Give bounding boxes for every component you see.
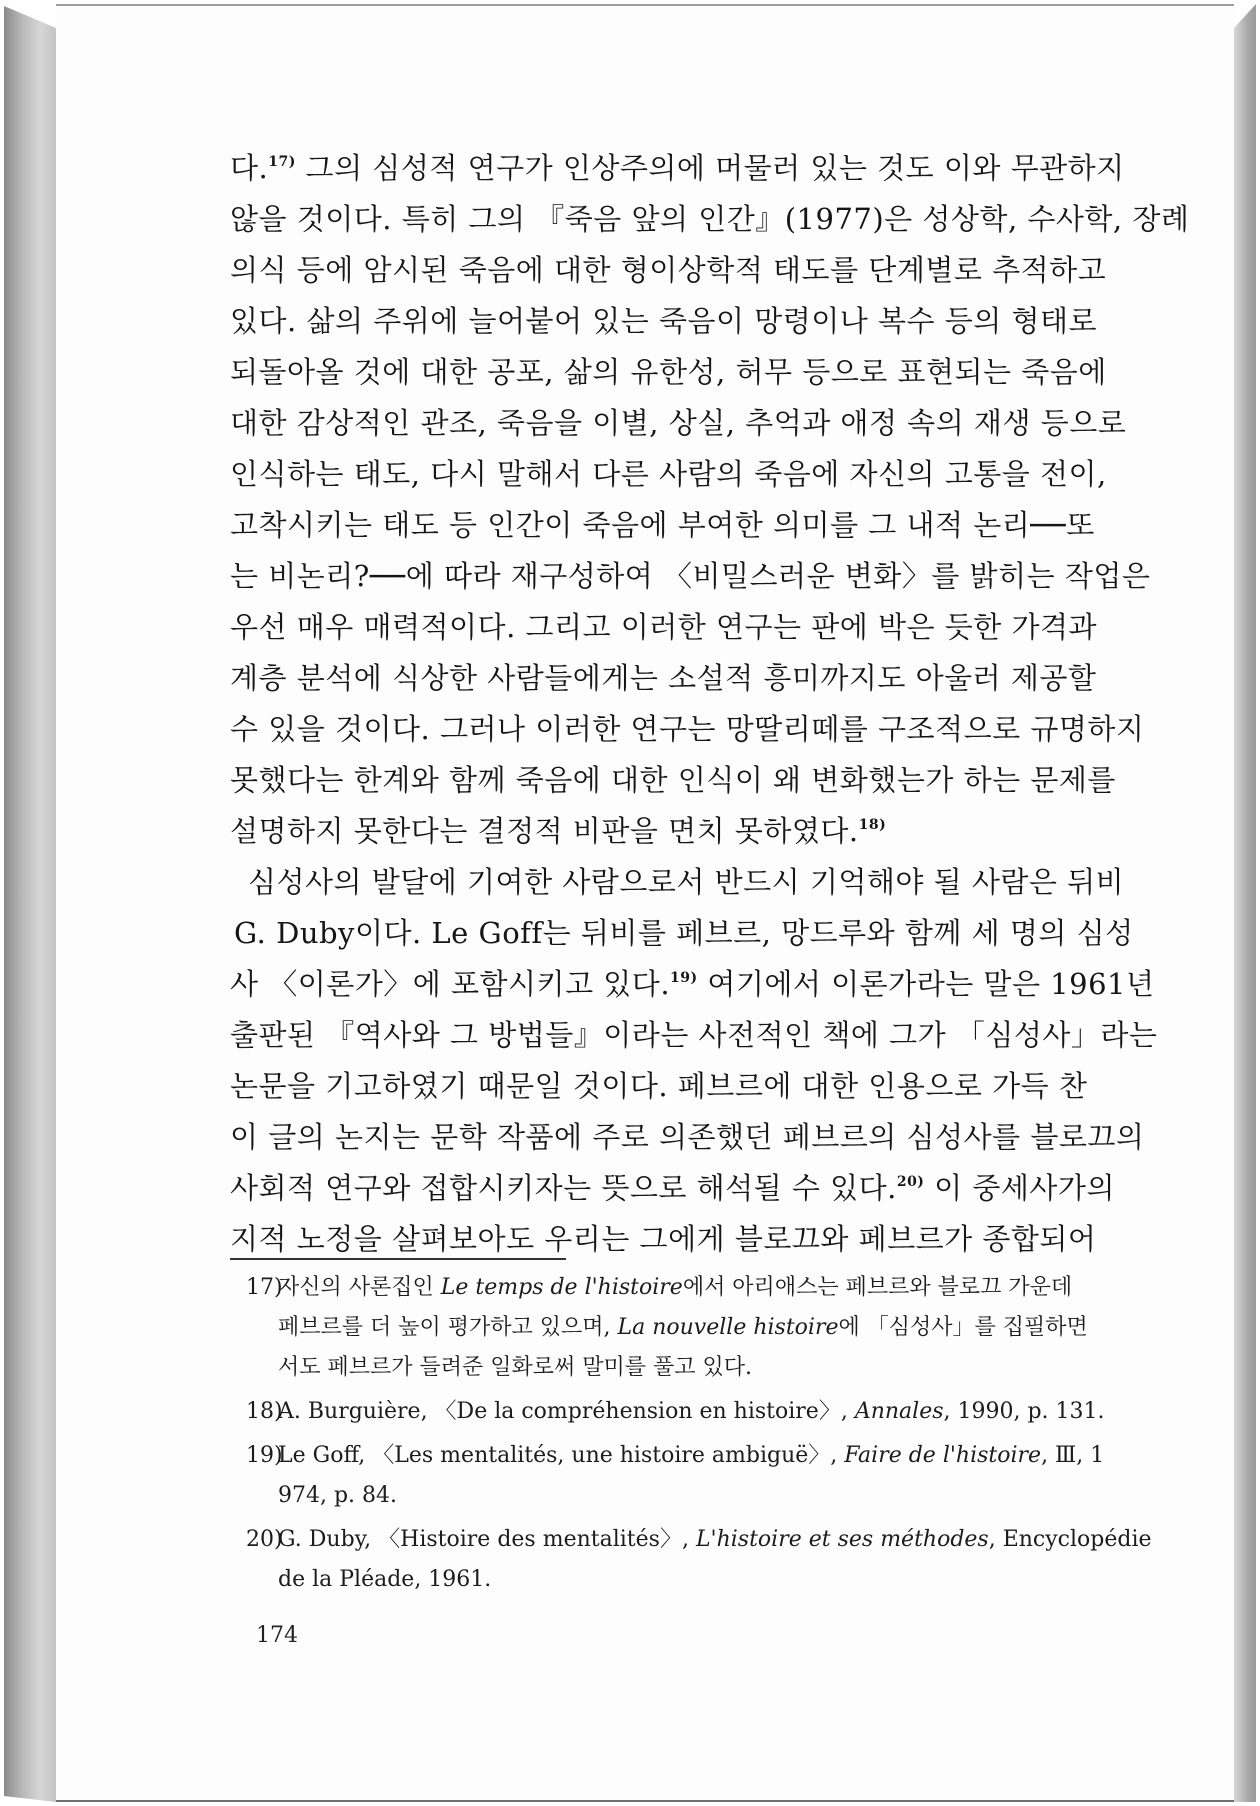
footnote-text: Le Goff, 〈Les mentalités, une histoire ambiguë〉, — [278, 1443, 845, 1468]
footnote-number: 18) — [246, 1399, 283, 1424]
footnote-separator — [230, 1258, 566, 1260]
body-line — [230, 959, 1155, 1010]
body-line: 심성사의 발달에 기여한 사람으로서 반드시 기억해야 될 사람은 뒤비 — [248, 865, 1125, 899]
footnote-line — [246, 1476, 1082, 1516]
body-line: 대한 감상적인 관조, 죽음을 이별, 상실, 추억과 애정 속의 재생 등으로 — [230, 406, 1127, 440]
footnote-line — [246, 1392, 1105, 1432]
body-line: 고착시키는 태도 등 인간이 죽음에 부여한 의미를 그 내적 논리──또 — [230, 508, 1095, 542]
body-line: 않을 것이다. 특히 그의 『죽음 앞의 인간』(1977)은 성상학, 수사학, 장례 — [230, 202, 1190, 236]
footnote-reference[interactable]: 20) — [896, 1174, 925, 1190]
body-text-segment: 이 중세사가의 — [924, 1171, 1115, 1205]
footnote-italic-title: Le temps de l'histoire — [440, 1275, 683, 1300]
footnote-line — [246, 1268, 1082, 1308]
body-line: 논문을 기고하였기 때문일 것이다. 페브르에 대한 인용으로 가득 찬 — [230, 1069, 1088, 1103]
page-number: 174 — [256, 1623, 298, 1648]
body-text-segment: 그의 심성적 연구가 인상주의에 머물러 있는 것도 이와 무관하지 — [295, 151, 1125, 185]
body-line — [230, 143, 1125, 194]
body-line: 의식 등에 암시된 죽음에 대한 형이상학적 태도를 단계별로 추적하고 — [230, 253, 1107, 287]
footnote-text: 페브르를 더 높이 평가하고 있으며, — [278, 1315, 618, 1340]
body-line: G. Duby이다. Le Goff는 뒤비를 페브르, 망드루와 함께 세 명의 심성 — [234, 916, 1134, 950]
body-text-segment: 사 〈이론가〉에 포함시키고 있다. — [230, 967, 671, 1001]
footnote-text: G. Duby, 〈Histoire des mentalités〉, — [278, 1527, 696, 1552]
body-text-segment: 다. — [230, 151, 269, 185]
footnote-text: , Encyclopédie — [988, 1527, 1152, 1552]
footnote-reference[interactable]: 18) — [858, 817, 887, 833]
footnote-text: , 1990, p. 131. — [943, 1399, 1105, 1424]
body-line: 되돌아올 것에 대한 공포, 삶의 유한성, 허무 등으로 표현되는 죽음에 — [230, 355, 1107, 389]
body-line: 수 있을 것이다. 그러나 이러한 연구는 망딸리떼를 구조적으로 규명하지 — [230, 712, 1145, 746]
footnote-line — [246, 1560, 1082, 1600]
body-line — [230, 1163, 1115, 1214]
body-line: 인식하는 태도, 다시 말해서 다른 사람의 죽음에 자신의 고통을 전이, — [230, 457, 1107, 491]
footnote-text: 서도 페브르가 들려준 일화로써 말미를 풀고 있다. — [278, 1355, 752, 1380]
footnote-line — [246, 1348, 1082, 1388]
body-text-segment: 사회적 연구와 접합시키자는 뜻으로 해석될 수 있다. — [230, 1171, 897, 1205]
body-line: 있다. 삶의 주위에 늘어붙어 있는 죽음이 망령이나 복수 등의 형태로 — [230, 304, 1098, 338]
body-line: 못했다는 한계와 함께 죽음에 대한 인식이 왜 변화했는가 하는 문제를 — [230, 763, 1116, 797]
body-line: 이 글의 논지는 문학 작품에 주로 의존했던 페브르의 심성사를 블로끄의 — [230, 1120, 1145, 1154]
footnote-reference[interactable]: 17) — [268, 154, 296, 170]
footnote-text: 에 「심성사」를 집필하면 — [838, 1315, 1088, 1340]
footnote-text: 자신의 사론집인 — [278, 1275, 441, 1300]
footnote-italic-title: Faire de l'histoire — [844, 1443, 1042, 1468]
body-text-segment: 설명하지 못한다는 결정적 비판을 면치 못하였다. — [230, 814, 859, 848]
body-text — [230, 143, 1190, 1265]
footnote-text: , Ⅲ, 1 — [1041, 1443, 1105, 1468]
footnote-italic-title: Annales — [854, 1399, 944, 1424]
body-text-segment: 여기에서 이론가라는 말은 1961년 — [697, 967, 1155, 1001]
footnote-reference[interactable]: 19) — [670, 970, 698, 986]
footnote-italic-title: L'histoire et ses méthodes — [695, 1527, 989, 1552]
body-line: 우선 매우 매력적이다. 그리고 이러한 연구는 판에 박은 듯한 가격과 — [230, 610, 1098, 644]
footnote-number: 19) — [246, 1443, 283, 1468]
footnote-text: A. Burguière, 〈De la compréhension en histoire〉, — [278, 1399, 855, 1424]
footnote-text: 974, p. 84. — [278, 1483, 398, 1508]
footnote-text: de la Pléade, 1961. — [278, 1567, 492, 1592]
page-edge — [1234, 4, 1256, 1802]
body-line: 지적 노정을 살펴보아도 우리는 그에게 블로끄와 페브르가 종합되어 — [230, 1222, 1097, 1256]
footnote-text: 에서 아리애스는 페브르와 블로끄 가운데 — [682, 1275, 1073, 1300]
footnotes — [246, 1268, 1152, 1600]
body-line: 계층 분석에 식상한 사람들에게는 소설적 흥미까지도 아울러 제공할 — [230, 661, 1097, 695]
footnote-number: 20) — [246, 1527, 283, 1552]
footnote-line — [246, 1520, 1152, 1560]
body-line: 출판된 『역사와 그 방법들』이라는 사전적인 책에 그가 「심성사」라는 — [230, 1018, 1158, 1052]
body-line: 는 비논리?──에 따라 재구성하여 〈비밀스러운 변화〉를 밝히는 작업은 — [230, 559, 1151, 593]
book-spine — [4, 6, 56, 1802]
footnote-line — [246, 1436, 1105, 1476]
body-line — [230, 806, 1084, 857]
footnote-italic-title: La nouvelle histoire — [617, 1315, 839, 1340]
footnote-line — [246, 1308, 1088, 1348]
footnote-number: 17) — [246, 1275, 283, 1300]
